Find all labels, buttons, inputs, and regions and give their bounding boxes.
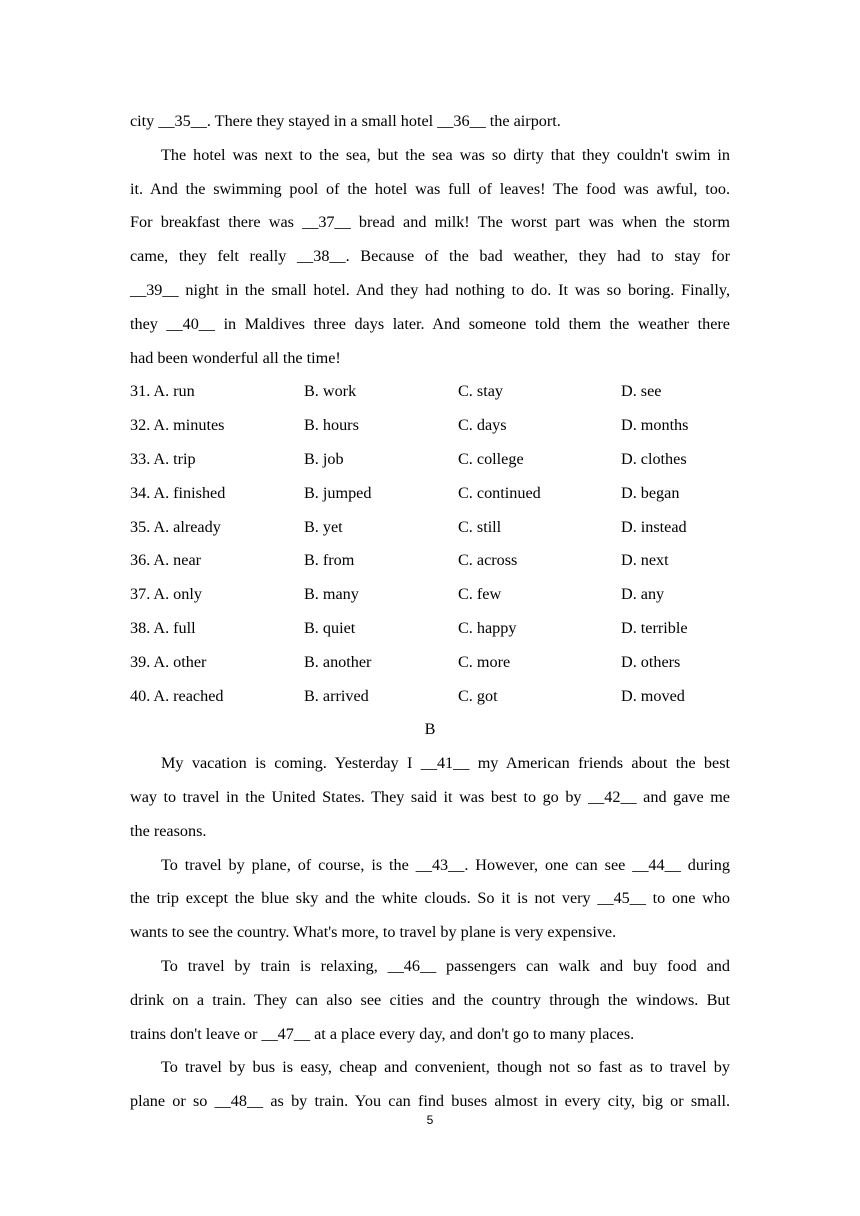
option-b: B. many xyxy=(304,585,359,604)
paragraph-line: trains don't leave or __47__ at a place every day, and don't go to many places. xyxy=(130,1024,635,1043)
option-b: B. jumped xyxy=(304,483,372,502)
paragraph-line: came, they felt really __38__. Because of the bad weather, they had to stay for xyxy=(130,247,730,266)
option-d: D. others xyxy=(621,652,681,671)
option-a: 32. A. minutes xyxy=(130,416,225,435)
option-d: D. terrible xyxy=(621,618,688,637)
paragraph-line: To travel by train is relaxing, __46__ passengers can walk and buy food and xyxy=(161,956,730,975)
paragraph-line: city __35__. There they stayed in a small hotel __36__ the airport. xyxy=(130,112,561,130)
paragraph-line: To travel by plane, of course, is the __43__. However, one can see __44__ during xyxy=(161,855,730,874)
paragraph-line: it. And the swimming pool of the hotel was full of leaves! The food was awful, too. xyxy=(130,179,730,198)
option-a: 35. A. already xyxy=(130,517,221,536)
paragraph-line: had been wonderful all the time! xyxy=(130,348,341,367)
option-d: D. next xyxy=(621,551,669,570)
option-b: B. hours xyxy=(304,416,359,435)
document-page xyxy=(130,105,730,1119)
option-row-34 xyxy=(130,477,730,511)
option-a: 36. A. near xyxy=(130,551,202,570)
option-a: 38. A. full xyxy=(130,618,196,637)
paragraph-line: wants to see the country. What's more, to travel by plane is very expensive. xyxy=(130,923,617,942)
option-b: B. yet xyxy=(304,517,343,536)
paragraph-line: For breakfast there was __37__ bread and milk! The worst part was when the storm xyxy=(130,213,730,232)
option-a: 37. A. only xyxy=(130,585,202,604)
option-b: B. quiet xyxy=(304,618,356,637)
option-c: C. continued xyxy=(458,483,541,502)
option-row-31 xyxy=(130,375,730,409)
option-c: C. stay xyxy=(458,382,503,401)
option-row-35 xyxy=(130,511,730,545)
option-row-36 xyxy=(130,544,730,578)
option-d: D. months xyxy=(621,416,689,435)
option-b: B. work xyxy=(304,382,357,401)
option-a: 34. A. finished xyxy=(130,483,226,502)
option-b: B. arrived xyxy=(304,686,369,705)
paragraph-line: they __40__ in Maldives three days later. And someone told them the weather there xyxy=(130,314,730,333)
options-table xyxy=(130,375,730,713)
option-c: C. got xyxy=(458,686,498,705)
section-heading: B xyxy=(424,720,436,739)
option-a: 40. A. reached xyxy=(130,686,224,705)
option-a: 33. A. trip xyxy=(130,449,196,468)
option-c: C. few xyxy=(458,585,502,604)
option-a: 39. A. other xyxy=(130,652,207,671)
page-number: 5 xyxy=(426,1113,434,1127)
option-b: B. another xyxy=(304,652,372,671)
option-d: D. moved xyxy=(621,686,685,705)
option-row-40 xyxy=(130,680,730,714)
option-c: C. more xyxy=(458,652,511,671)
option-b: B. job xyxy=(304,449,344,468)
option-row-37 xyxy=(130,578,730,612)
paragraph-line: the reasons. xyxy=(130,821,207,840)
option-c: C. college xyxy=(458,449,524,468)
option-row-39 xyxy=(130,646,730,680)
option-c: C. still xyxy=(458,517,502,536)
option-row-32 xyxy=(130,409,730,443)
option-b: B. from xyxy=(304,551,355,570)
option-a: 31. A. run xyxy=(130,382,195,401)
paragraph-line: To travel by bus is easy, cheap and convenient, though not so fast as to travel by xyxy=(161,1058,730,1077)
paragraph-line: __39__ night in the small hotel. And they had nothing to do. It was so boring. Finally, xyxy=(130,280,730,299)
option-row-33 xyxy=(130,443,730,477)
paragraph-line: plane or so __48__ as by train. You can find buses almost in every city, big or small. xyxy=(130,1092,730,1111)
option-c: C. happy xyxy=(458,618,517,637)
option-d: D. instead xyxy=(621,517,687,536)
paragraph-line: the trip except the blue sky and the white clouds. So it is not very __45__ to one who xyxy=(130,889,730,908)
paragraph-line: The hotel was next to the sea, but the sea was so dirty that they couldn't swim in xyxy=(161,145,730,164)
option-d: D. any xyxy=(621,585,665,604)
option-c: C. days xyxy=(458,416,507,435)
option-row-38 xyxy=(130,612,730,646)
option-c: C. across xyxy=(458,551,518,570)
option-d: D. clothes xyxy=(621,449,687,468)
paragraph-line: My vacation is coming. Yesterday I __41__ my American friends about the best xyxy=(161,754,730,773)
paragraph-line: drink on a train. They can also see cities and the country through the windows. But xyxy=(130,990,730,1009)
paragraph-line: way to travel in the United States. They said it was best to go by __42__ and gave me xyxy=(130,787,730,806)
option-d: D. began xyxy=(621,483,680,502)
option-d: D. see xyxy=(621,382,662,401)
